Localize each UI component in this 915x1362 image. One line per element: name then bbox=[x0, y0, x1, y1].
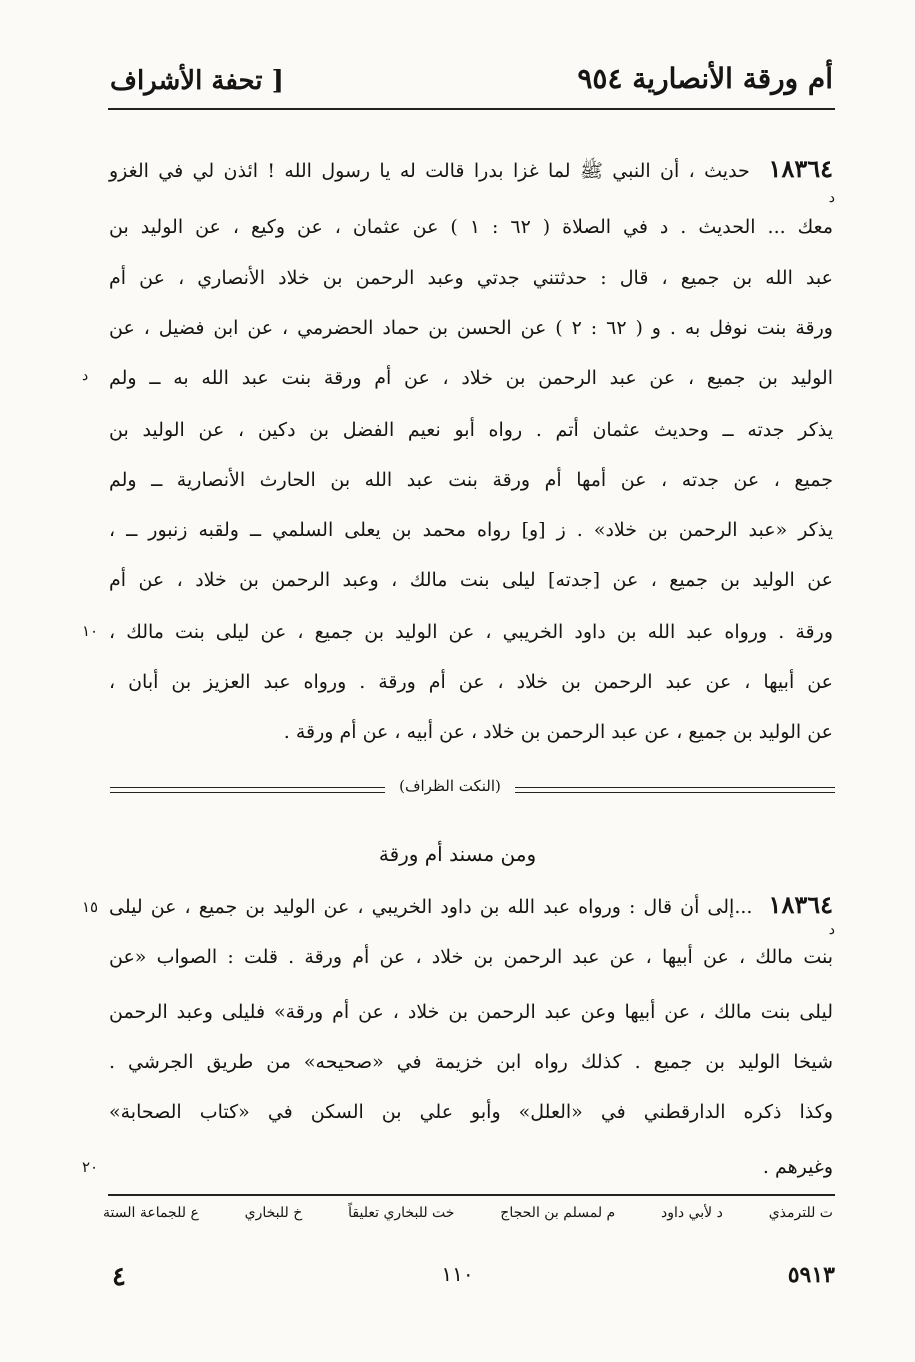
entry2-siglum: د bbox=[828, 922, 835, 938]
section-subheading: ومن مسند أم ورقة bbox=[378, 842, 537, 866]
page-number-left: ٤ bbox=[112, 1262, 126, 1292]
entry1-line-8: يذكر «عبد الرحمن بن خلاد» . ز [و] رواه محمد بن يعلى السلمي ــ ولقبه زنبور ــ ، bbox=[109, 519, 833, 541]
divider-right-top bbox=[515, 787, 835, 788]
margin-line-number-10: ١٠ bbox=[82, 622, 99, 640]
divider-label: (النكت الظراف) bbox=[399, 777, 501, 795]
abbr-item: د لأبي داود bbox=[661, 1205, 723, 1221]
abbreviation-key bbox=[103, 1205, 833, 1221]
margin-line-number-20: ٢٠ bbox=[82, 1158, 99, 1176]
entry1-line-4: ورقة بنت نوفل به . و ( ٦٢ : ٢ ) عن الحسن بن حماد الحضرمي ، عن ابن فضيل ، عن bbox=[109, 317, 833, 339]
entry1-siglum: د bbox=[828, 190, 835, 206]
entry2-number: ١٨٣٦٤ bbox=[768, 890, 833, 919]
entry1-line-9: عن الوليد بن جميع ، عن [جدته] ليلى بنت مالك ، وعبد الرحمن بن خلاد ، عن أم bbox=[109, 569, 833, 591]
divider-left-top bbox=[110, 787, 385, 788]
entry1-line-10: ورقة . ورواه عبد الله بن داود الخريبي ، عن الوليد بن جميع ، عن ليلى بنت مالك ، bbox=[109, 621, 833, 643]
entry1-number: ١٨٣٦٤ bbox=[768, 154, 833, 183]
entry2-line-2: بنت مالك ، عن أبيها ، عن عبد الرحمن بن خلاد ، عن أم ورقة . قلت : الصواب «عن bbox=[109, 946, 833, 968]
entry1-line-3: عبد الله بن جميع ، قال : حدثتني جدتي وعبد الرحمن بن خلاد الأنصاري ، عن أم bbox=[109, 267, 833, 289]
footer-rule bbox=[108, 1194, 835, 1196]
header-book-title: [ تحفة الأشراف bbox=[110, 66, 284, 96]
entry1-line-11: عن أبيها ، عن عبد الرحمن بن خلاد ، عن أم ورقة . ورواه عبد العزيز بن أبان ، bbox=[109, 671, 833, 693]
entry2-line-1 bbox=[109, 890, 833, 919]
header-section-title: أم ورقة الأنصارية ٩٥٤ bbox=[577, 62, 833, 95]
entry2-line-3: ليلى بنت مالك ، عن أبيها وعن عبد الرحمن بن خلاد ، عن أم ورقة» فليلى وعبد الرحمن bbox=[109, 1001, 833, 1023]
abbr-item: ع للجماعة الستة bbox=[103, 1205, 199, 1221]
abbr-item: م لمسلم بن الحجاج bbox=[500, 1205, 616, 1221]
entry2-line-4: شيخا الوليد بن جميع . كذلك رواه ابن خزيمة في «صحيحه» من طريق الجرشي . bbox=[109, 1051, 833, 1073]
margin-line-number-15: ١٥ bbox=[82, 898, 99, 916]
margin-d: د bbox=[82, 368, 89, 384]
divider-right-bottom bbox=[515, 792, 835, 793]
entry1-line-12: عن الوليد بن جميع ، عن عبد الرحمن بن خلاد ، عن أبيه ، عن أم ورقة . bbox=[283, 721, 833, 743]
abbr-item: خت للبخاري تعليقاً bbox=[348, 1205, 455, 1221]
entry1-text-1: حديث ، أن النبي ﷺ لما غزا بدرا قالت له يا رسول الله ! ائذن لي في الغزو bbox=[109, 160, 750, 182]
abbr-item: خ للبخاري bbox=[244, 1205, 303, 1221]
abbr-item: ت للترمذي bbox=[768, 1205, 833, 1221]
divider-left-bottom bbox=[110, 792, 385, 793]
entry1-line-1 bbox=[109, 154, 833, 183]
entry2-text-1: ...إلى أن قال : ورواه عبد الله بن داود الخريبي ، عن الوليد بن جميع ، عن ليلى bbox=[109, 896, 753, 918]
entry2-line-5: وكذا ذكره الدارقطني في «العلل» وأبو علي بن السكن في «كتاب الصحابة» bbox=[109, 1101, 833, 1123]
entry1-line-6: يذكر جدته ــ وحديث عثمان أتم . رواه أبو نعيم الفضل بن دكين ، عن الوليد بن bbox=[109, 419, 833, 441]
entry1-line-7: جميع ، عن جدته ، عن أمها أم ورقة بنت عبد الله بن الحارث الأنصارية ــ ولم bbox=[109, 469, 833, 491]
entry2-line-6: وغيرهم . bbox=[762, 1156, 833, 1178]
entry1-line-2: معك ... الحديث . د في الصلاة ( ٦٢ : ١ ) عن عثمان ، عن وكيع ، عن الوليد بن bbox=[109, 216, 833, 238]
page-number-center: ١١٠ bbox=[441, 1262, 474, 1286]
header-rule bbox=[108, 108, 835, 110]
page-number-right: ٥٩١٣ bbox=[787, 1262, 835, 1288]
entry1-line-5: الوليد بن جميع ، عن عبد الرحمن بن خلاد ، عن أم ورقة بنت عبد الله به ــ ولم bbox=[109, 367, 833, 389]
